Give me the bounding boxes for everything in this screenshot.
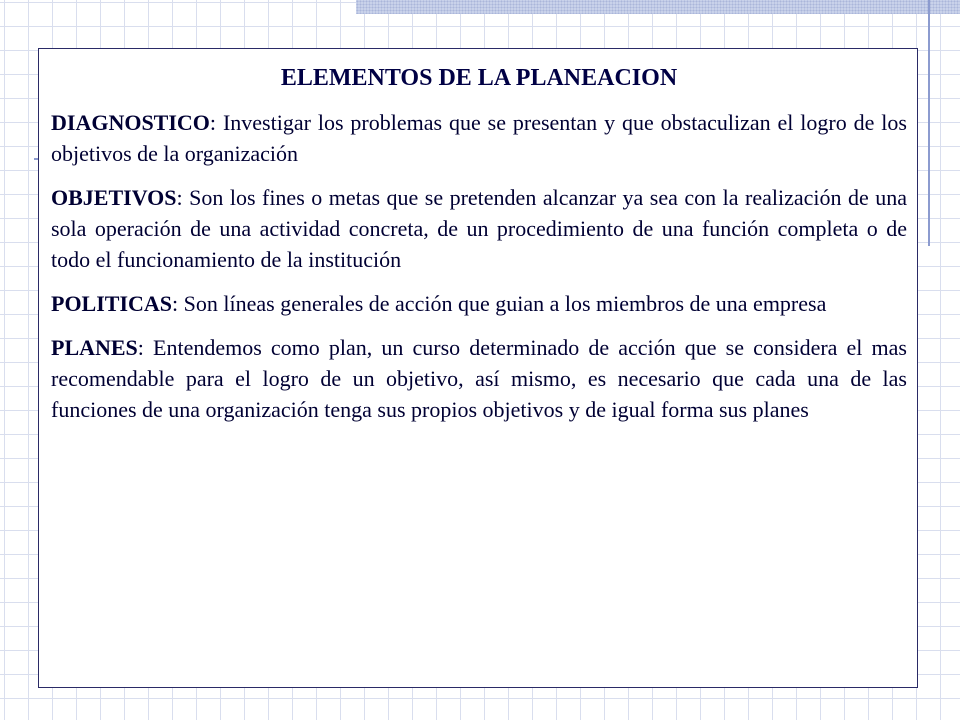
section-term: POLITICAS xyxy=(51,291,173,316)
section-text: Son los fines o metas que se pretenden alcanzar ya sea con la realización de una sola operación de una actividad concreta, de un procedimiento de una función completa o de todo el funcionamiento de la institución xyxy=(51,185,907,272)
section-term: DIAGNOSTICO xyxy=(51,110,210,135)
section-separator: : xyxy=(176,185,190,210)
section-separator: : xyxy=(137,335,154,360)
section-diagnostico xyxy=(51,107,907,169)
section-separator: : xyxy=(172,291,184,316)
section-separator: : xyxy=(209,110,223,135)
section-politicas xyxy=(51,288,907,319)
section-objetivos xyxy=(51,182,907,275)
section-term: OBJETIVOS xyxy=(51,185,177,210)
slide-title: ELEMENTOS DE LA PLANEACION xyxy=(280,65,678,91)
section-planes xyxy=(51,332,907,425)
template-accent-line-right xyxy=(928,0,930,246)
section-term: PLANES xyxy=(51,335,138,360)
template-header-bar xyxy=(356,0,960,14)
section-text: Son líneas generales de acción que guian a los miembros de una empresa xyxy=(183,291,827,316)
content-frame xyxy=(38,48,918,688)
section-text: Investigar los problemas que se presentan y que obstaculizan el logro de los objetivos de la organización xyxy=(51,110,907,166)
section-text: Entendemos como plan, un curso determinado de acción que se considera el mas recomendable para el logro de un objetivo, así mismo, es necesario que cada una de las funciones de una organización tenga sus propios objetivos y de igual forma sus planes xyxy=(51,335,907,422)
